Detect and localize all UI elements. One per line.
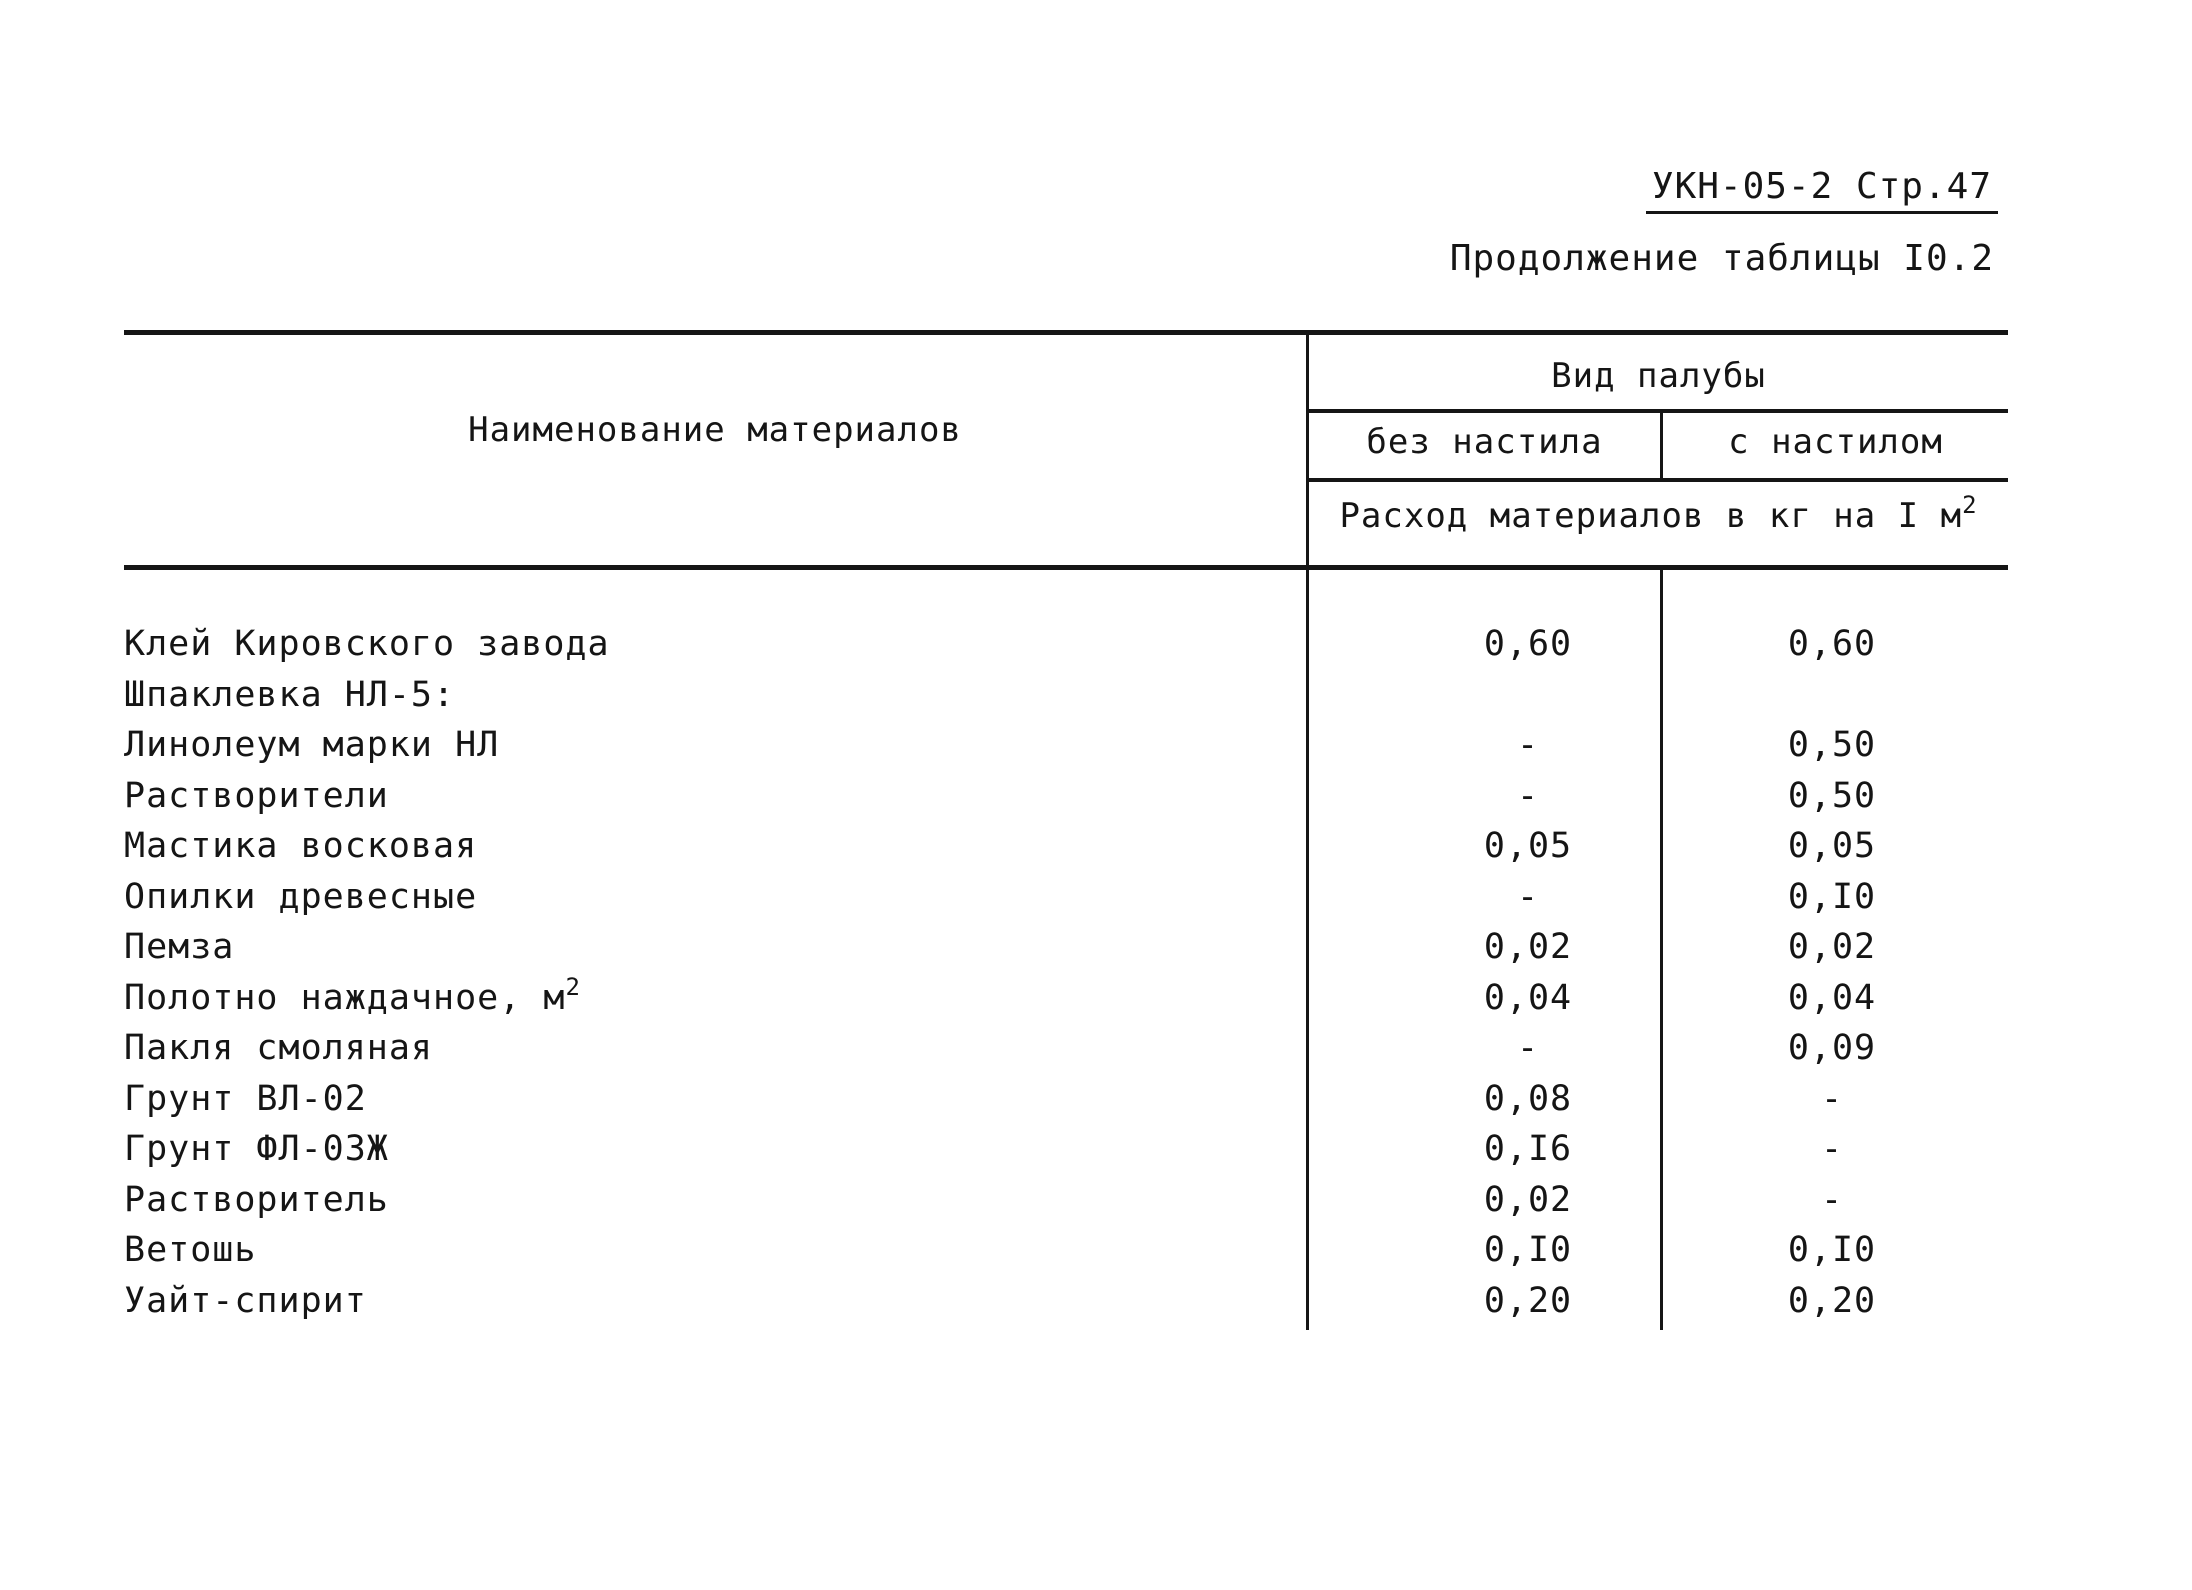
without-decking-value: - bbox=[1516, 725, 1540, 765]
with-decking-value: 0,I0 bbox=[1787, 1230, 1877, 1270]
with-decking-value: 0,50 bbox=[1787, 775, 1877, 816]
with-decking-value: 0,05 bbox=[1787, 826, 1877, 866]
material-name bbox=[124, 877, 477, 917]
table-row bbox=[124, 1180, 2008, 1230]
material-name bbox=[124, 1281, 367, 1321]
material-name bbox=[124, 1028, 433, 1068]
material-name-text: Грунт ФЛ-03Ж bbox=[124, 1129, 389, 1169]
material-name-text: Полотно наждачное, м bbox=[124, 977, 566, 1018]
with-decking-value: 0,60 bbox=[1787, 624, 1877, 664]
table-row bbox=[124, 1281, 2008, 1331]
material-name-text: Опилки древесные bbox=[124, 876, 478, 917]
with-decking-value: 0,04 bbox=[1787, 977, 1877, 1018]
material-name-text: Шпаклевка НЛ-5: bbox=[124, 674, 456, 715]
consumption-unit-superscript: 2 bbox=[1962, 491, 1978, 519]
consumption-unit-header bbox=[1309, 491, 2008, 536]
material-name bbox=[124, 927, 234, 967]
consumption-unit-text: Расход материалов в кг на I м bbox=[1339, 496, 1963, 536]
document-reference: УКН-05-2 Стр.47 bbox=[1646, 166, 1998, 214]
with-decking-header: с настилом bbox=[1728, 422, 1943, 462]
table-row bbox=[124, 624, 2008, 674]
material-name bbox=[124, 725, 499, 765]
material-name-text: Грунт ВЛ-02 bbox=[124, 1078, 367, 1119]
without-decking-value: 0,08 bbox=[1483, 1078, 1573, 1119]
without-decking-value: 0,20 bbox=[1483, 1280, 1573, 1321]
without-decking-value: - bbox=[1516, 775, 1540, 816]
table-row bbox=[124, 1129, 2008, 1179]
table-row bbox=[124, 927, 2008, 977]
subheader-rule bbox=[1309, 478, 2008, 482]
with-decking-value: 0,I0 bbox=[1787, 876, 1877, 917]
without-decking-value: 0,I6 bbox=[1483, 1129, 1573, 1169]
table-row bbox=[124, 826, 2008, 876]
table-row bbox=[124, 776, 2008, 826]
material-name bbox=[124, 675, 455, 715]
formwork-type-header: Вид палубы bbox=[1551, 356, 1766, 396]
material-name bbox=[124, 776, 389, 816]
without-decking-value: 0,05 bbox=[1483, 826, 1573, 866]
material-name bbox=[124, 1079, 367, 1119]
group-header-rule bbox=[1309, 409, 2008, 413]
material-name-text: Мастика восковая bbox=[124, 826, 478, 866]
table-row bbox=[124, 972, 2008, 1028]
material-name bbox=[124, 1129, 389, 1169]
with-decking-value: 0,50 bbox=[1787, 725, 1877, 765]
without-decking-value: 0,02 bbox=[1483, 1179, 1573, 1220]
table-top-rule bbox=[124, 330, 2008, 335]
table-caption: Продолжение таблицы I0.2 bbox=[1449, 238, 1994, 279]
material-name-text: Пакля смоляная bbox=[124, 1028, 434, 1068]
with-decking-value: 0,09 bbox=[1787, 1028, 1877, 1068]
without-decking-value: 0,I0 bbox=[1483, 1230, 1573, 1270]
material-name-text: Растворитель bbox=[124, 1179, 389, 1220]
without-decking-value: - bbox=[1516, 1028, 1540, 1068]
without-decking-value: 0,60 bbox=[1483, 624, 1573, 664]
material-name bbox=[124, 972, 581, 1018]
without-decking-value: 0,04 bbox=[1483, 977, 1573, 1018]
material-name-text: Клей Кировского завода bbox=[124, 624, 610, 664]
without-decking-value: 0,02 bbox=[1483, 927, 1573, 967]
material-name-text: Ветошь bbox=[124, 1230, 257, 1270]
material-name-text: Растворители bbox=[124, 775, 389, 816]
table-row bbox=[124, 725, 2008, 775]
material-name bbox=[124, 624, 610, 664]
without-decking-header: без настила bbox=[1366, 422, 1603, 462]
with-decking-value: - bbox=[1820, 1179, 1844, 1220]
table-row bbox=[124, 675, 2008, 725]
header-bottom-rule bbox=[124, 565, 2008, 570]
material-name bbox=[124, 826, 477, 866]
material-name-text: Уайт-спирит bbox=[124, 1280, 367, 1321]
materials-column-header: Наименование материалов bbox=[468, 410, 962, 450]
unit-superscript: 2 bbox=[565, 972, 581, 1001]
with-decking-value: 0,02 bbox=[1787, 927, 1877, 967]
with-decking-value: 0,20 bbox=[1787, 1280, 1877, 1321]
without-decking-value: - bbox=[1516, 876, 1540, 917]
with-decking-value: - bbox=[1820, 1129, 1844, 1169]
table-row bbox=[124, 877, 2008, 927]
table-row bbox=[124, 1230, 2008, 1280]
table-row bbox=[124, 1028, 2008, 1078]
table-row bbox=[124, 1079, 2008, 1129]
material-name-text: Пемза bbox=[124, 927, 235, 967]
material-name-text: Линолеум марки НЛ bbox=[124, 725, 500, 765]
material-name bbox=[124, 1230, 256, 1270]
material-name bbox=[124, 1180, 389, 1220]
with-decking-value: - bbox=[1820, 1078, 1844, 1119]
